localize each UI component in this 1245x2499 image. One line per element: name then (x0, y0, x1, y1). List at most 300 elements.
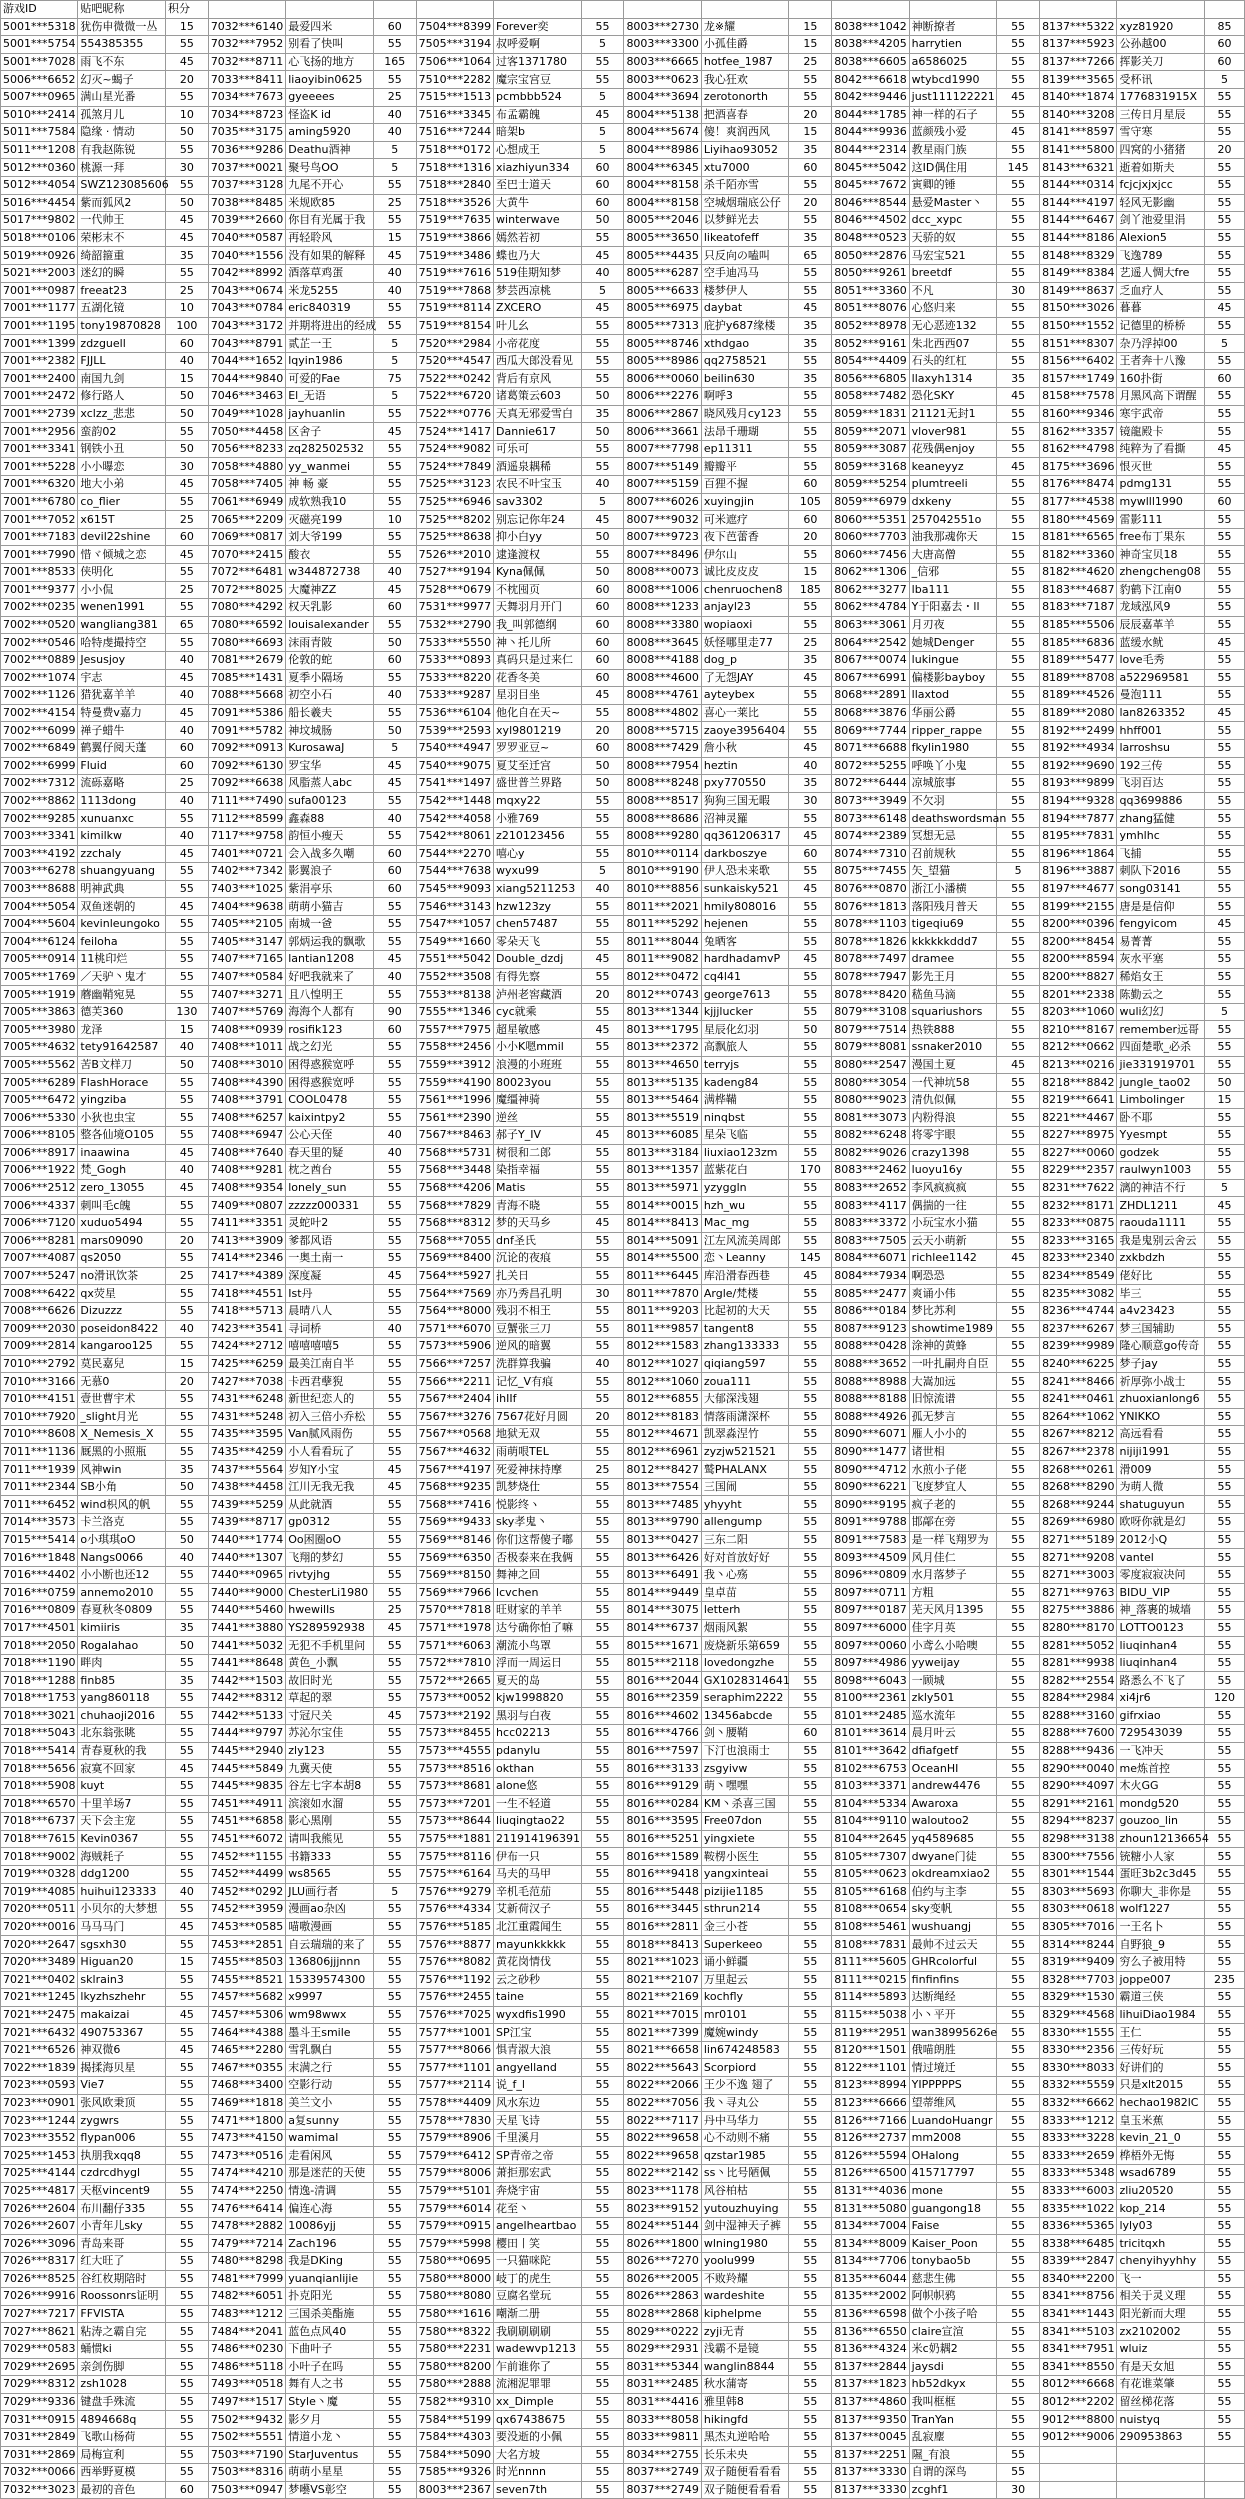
game-id-cell: 8014***9449 (624, 1584, 701, 1602)
nickname-cell: 王仁 (1117, 2024, 1205, 2042)
nickname-cell: LuandoHuangr (909, 2112, 997, 2130)
table-row (1, 388, 1245, 406)
nickname-cell: free布丁果东 (1117, 528, 1205, 546)
game-id-cell: 8007***9032 (624, 511, 701, 529)
game-id-cell: 7580***8200 (416, 2358, 493, 2376)
score-cell: 55 (373, 1584, 416, 1602)
score-cell: 55 (997, 1531, 1040, 1549)
nickname-cell: 大郁深浅翅 (701, 1390, 789, 1408)
table-row (1, 229, 1245, 247)
score-cell: 55 (166, 1707, 209, 1725)
nickname-cell: 执朋我xqq8 (78, 2147, 166, 2165)
game-id-cell: 7585***9326 (416, 2464, 493, 2482)
nickname-cell: 记德里的桥桥 (1117, 317, 1205, 335)
score-cell: 60 (1205, 53, 1245, 71)
nickname-cell: fcjcjxjxjcc (1117, 176, 1205, 194)
game-id-cell: 7022***1839 (1, 2059, 78, 2077)
game-id-cell: 7072***8025 (208, 581, 285, 599)
game-id-cell: 7440***0965 (208, 1566, 285, 1584)
score-cell: 55 (581, 2270, 624, 2288)
nickname-cell: 五湖化镜 (78, 300, 166, 318)
score-cell: 55 (166, 1654, 209, 1672)
score-cell: 55 (789, 1285, 832, 1303)
nickname-cell: ep11311 (701, 440, 789, 458)
score-cell: 55 (997, 634, 1040, 652)
nickname-cell: 可爱的Fae (286, 370, 374, 388)
table-row (1, 1144, 1245, 1162)
table-row (1, 1953, 1245, 1971)
nickname-cell: 可乐可 (494, 440, 582, 458)
score-cell: 55 (1205, 1390, 1245, 1408)
score-cell: 55 (581, 2305, 624, 2323)
nickname-cell: KurosawaJ (286, 739, 374, 757)
table-row (1, 247, 1245, 265)
nickname-cell: 211914196391 (494, 1830, 582, 1848)
game-id-cell: 8060***7703 (832, 528, 909, 546)
nickname-cell: wlning1980 (701, 2235, 789, 2253)
game-id-cell: 8101***3614 (832, 1725, 909, 1743)
table-row (1, 1654, 1245, 1672)
nickname-cell: 困得惑猴宽呼 (286, 1056, 374, 1074)
score-cell: 55 (1205, 1496, 1245, 1514)
game-id-cell: 7584***5199 (416, 2411, 493, 2429)
score-cell: 55 (789, 1179, 832, 1197)
game-id-cell: 7441***5032 (208, 1637, 285, 1655)
game-id-cell: 8203***1060 (1040, 1003, 1117, 1021)
game-id-cell: 8067***6991 (832, 669, 909, 687)
nickname-cell: 浙江小潘横 (909, 880, 997, 898)
game-id-cell: 7058***4880 (208, 458, 285, 476)
score-cell: 55 (166, 2077, 209, 2095)
game-id-cell: 7408***9354 (208, 1179, 285, 1197)
score-cell: 55 (373, 1109, 416, 1127)
nickname-cell: ／天驴丶鬼才 (78, 968, 166, 986)
nickname-cell: 蓝紫花白 (701, 1162, 789, 1180)
game-id-cell: 8111***0215 (832, 1971, 909, 1989)
game-id-cell: 8108***5461 (832, 1918, 909, 1936)
game-id-cell: 8083***2652 (832, 1179, 909, 1197)
nickname-cell: 一王名卜 (1117, 1918, 1205, 1936)
nickname-cell: 天星飞诗 (494, 2112, 582, 2130)
score-cell: 50 (166, 194, 209, 212)
score-cell: 55 (581, 2094, 624, 2112)
score-cell: 55 (166, 1074, 209, 1092)
game-id-cell: 7522***6720 (416, 388, 493, 406)
game-id-cell: 7018***6737 (1, 1813, 78, 1831)
nickname-cell: 舞有人之书 (286, 2376, 374, 2394)
game-id-cell: 8233***2340 (1040, 1250, 1117, 1268)
game-id-cell: 8016***5448 (624, 1883, 701, 1901)
nickname-cell: wtybcd1990 (909, 71, 997, 89)
nickname-cell: 无慕0 (78, 1373, 166, 1391)
nickname-cell: 月黑风高下谓醒 (1117, 388, 1205, 406)
table-row (1, 1742, 1245, 1760)
nickname-cell: 巡水流年 (909, 1707, 997, 1725)
score-cell: 55 (1205, 1514, 1245, 1532)
table-row (1, 880, 1245, 898)
score-cell: 55 (997, 1707, 1040, 1725)
score-cell: 55 (166, 1091, 209, 1109)
score-cell: 45 (373, 423, 416, 441)
nickname-cell: 天真无邪爱雪白 (494, 405, 582, 423)
game-id-cell: 8083***4117 (832, 1197, 909, 1215)
nickname-cell: 鑫森88 (286, 810, 374, 828)
score-cell: 55 (789, 1936, 832, 1954)
nickname-cell: 望蒂维风 (909, 2094, 997, 2112)
score-cell: 55 (789, 810, 832, 828)
game-id-cell: 8212***0662 (1040, 1039, 1117, 1057)
nickname-cell: 梦比苏利 (909, 1302, 997, 1320)
table-row (1, 194, 1245, 212)
table-row (1, 2393, 1245, 2411)
nickname-cell: cyc就乘 (494, 1003, 582, 1021)
score-cell: 55 (166, 1901, 209, 1919)
score-cell: 55 (789, 1514, 832, 1532)
game-id-cell: 7524***7849 (416, 458, 493, 476)
score-cell: 55 (166, 564, 209, 582)
score-cell: 55 (1205, 2376, 1245, 2394)
score-cell: 60 (789, 845, 832, 863)
nickname-cell: x615T (78, 511, 166, 529)
score-cell: 55 (581, 352, 624, 370)
nickname-cell: 会入战多久嘲 (286, 845, 374, 863)
score-cell: 55 (166, 2200, 209, 2218)
score-cell: 25 (373, 194, 416, 212)
game-id-cell: 8078***7947 (832, 968, 909, 986)
nickname-cell: 小小K嗯mmil (494, 1039, 582, 1057)
score-cell: 55 (581, 2376, 624, 2394)
table-row (1, 1971, 1245, 1989)
header-cell (208, 1, 285, 19)
game-id-cell: 7011***6452 (1, 1496, 78, 1514)
game-id-cell: 7503***0947 (208, 2481, 285, 2499)
score-cell: 50 (581, 212, 624, 230)
nickname-cell: 叔呼爱啊 (494, 36, 582, 54)
nickname-cell: 有花谁菜肇 (1117, 2376, 1205, 2394)
nickname-cell: 萧拒那宏武 (494, 2165, 582, 2183)
score-cell: 55 (997, 1003, 1040, 1021)
nickname-cell: z210123456 (494, 827, 582, 845)
score-cell: 55 (581, 1144, 624, 1162)
game-id-cell: 7510***2282 (416, 71, 493, 89)
game-id-cell: 8126***5594 (832, 2147, 909, 2165)
score-cell: 55 (997, 845, 1040, 863)
game-id-cell: 7019***4085 (1, 1883, 78, 1901)
game-id-cell: 8023***9152 (624, 2200, 701, 2218)
nickname-cell: 战之幻光 (286, 1039, 374, 1057)
nickname-cell: 书籍333 (286, 1848, 374, 1866)
score-cell: 55 (997, 71, 1040, 89)
nickname-cell: kiphelpme (701, 2305, 789, 2323)
nickname-cell: 瓣瓣平 (701, 458, 789, 476)
nickname-cell: beilin630 (701, 370, 789, 388)
score-cell: 55 (789, 405, 832, 423)
score-cell: 55 (789, 1232, 832, 1250)
game-id-cell: 5011***1208 (1, 141, 78, 159)
score-cell: 55 (581, 1865, 624, 1883)
score-cell: 5 (581, 493, 624, 511)
nickname-cell: 爽诵小伟 (909, 1285, 997, 1303)
score-cell: 55 (1205, 2006, 1245, 2024)
game-id-cell: 8105***0623 (832, 1865, 909, 1883)
score-cell: 55 (581, 2112, 624, 2130)
game-id-cell: 7519***7616 (416, 264, 493, 282)
score-cell: 55 (997, 212, 1040, 230)
nickname-cell: Double_dzdj (494, 951, 582, 969)
score-cell: 55 (581, 71, 624, 89)
game-id-cell: 8011***2021 (624, 898, 701, 916)
game-id-cell: 7438***4458 (208, 1478, 285, 1496)
score-cell: 55 (997, 141, 1040, 159)
game-id-cell: 7580***1616 (416, 2305, 493, 2323)
game-id-cell: 7558***2456 (416, 1039, 493, 1057)
header-cell (373, 1, 416, 19)
nickname-cell: llaxyh1314 (909, 370, 997, 388)
score-cell: 55 (166, 2270, 209, 2288)
game-id-cell: 7442***1503 (208, 1672, 285, 1690)
game-id-cell: 8303***5693 (1040, 1883, 1117, 1901)
score-cell: 55 (789, 2147, 832, 2165)
nickname-cell: LOTTO0123 (1117, 1619, 1205, 1637)
game-id-cell: 7573***5906 (416, 1338, 493, 1356)
score-cell: 50 (166, 405, 209, 423)
nickname-cell: hwewills (286, 1602, 374, 1620)
game-id-cell: 7007***4087 (1, 1250, 78, 1268)
score-cell: 55 (581, 827, 624, 845)
game-id-cell: 7567***2404 (416, 1390, 493, 1408)
score-cell: 15 (997, 528, 1040, 546)
table-row (1, 2376, 1245, 2394)
game-id-cell: 8045***5042 (832, 159, 909, 177)
game-id-cell: 8330***1555 (1040, 2024, 1117, 2042)
score-cell: 55 (1205, 581, 1245, 599)
nickname-cell: 最美江南自半 (286, 1355, 374, 1373)
game-id-cell: 8011***8044 (624, 933, 701, 951)
header-cell (286, 1, 374, 19)
header-cell (997, 1, 1040, 19)
nickname-cell: plumtreeli (909, 476, 997, 494)
score-cell: 55 (373, 704, 416, 722)
nickname-cell: rivtyjhg (286, 1566, 374, 1584)
table-row (1, 933, 1245, 951)
score-cell: 55 (581, 18, 624, 36)
game-id-cell: 8038***6605 (832, 53, 909, 71)
nickname-cell: qq3699886 (1117, 792, 1205, 810)
score-cell: 55 (997, 2393, 1040, 2411)
score-cell: 55 (166, 2129, 209, 2147)
nickname-cell: 晨月叶云 (909, 1725, 997, 1743)
score-cell: 60 (1205, 36, 1245, 54)
nickname-cell: breetdf (909, 264, 997, 282)
table-row (1, 1936, 1245, 1954)
nickname-cell: yingziba (78, 1091, 166, 1109)
nickname-cell: 兔晒客 (701, 933, 789, 951)
nickname-cell: 隐缘 · 情动 (78, 124, 166, 142)
score-cell: 40 (373, 1144, 416, 1162)
game-id-cell: 7402***7342 (208, 863, 285, 881)
nickname-cell: wopiaoxi (701, 616, 789, 634)
score-cell: 55 (166, 2464, 209, 2482)
score-cell: 55 (166, 1690, 209, 1708)
score-cell: 55 (997, 405, 1040, 423)
nickname-cell: yutouzhuying (701, 2200, 789, 2218)
game-id-cell: 8059***3087 (832, 440, 909, 458)
score-cell: 55 (166, 2059, 209, 2077)
game-id-cell: 8080***2547 (832, 1056, 909, 1074)
nickname-cell: Liyihao93052 (701, 141, 789, 159)
nickname-cell: _信邪 (909, 564, 997, 582)
score-cell: 55 (1205, 2428, 1245, 2446)
nickname-cell: 将零宇眼 (909, 1127, 997, 1145)
score-cell: 90 (373, 1003, 416, 1021)
game-id-cell: 8012***1583 (624, 1338, 701, 1356)
game-id-cell: 7091***5782 (208, 722, 285, 740)
nickname-cell: 墨斗王smile (286, 2024, 374, 2042)
game-id-cell: 8329***4568 (1040, 2006, 1117, 2024)
score-cell: 55 (373, 2200, 416, 2218)
nickname-cell: yy_wanmei (286, 458, 374, 476)
game-id-cell: 8241***0461 (1040, 1390, 1117, 1408)
score-cell: 50 (373, 634, 416, 652)
score-cell: 55 (997, 2041, 1040, 2059)
game-id-cell: 8105***7307 (832, 1848, 909, 1866)
game-id-cell: 7424***2712 (208, 1338, 285, 1356)
score-cell: 55 (166, 1813, 209, 1831)
game-id-cell: 7408***3791 (208, 1091, 285, 1109)
nickname-cell: jie331919701 (1117, 1056, 1205, 1074)
nickname-cell: yuanqianlijie (286, 2270, 374, 2288)
nickname-cell: mywlll1990 (1117, 493, 1205, 511)
score-cell: 55 (789, 1056, 832, 1074)
score-cell: 35 (166, 247, 209, 265)
score-cell: 55 (373, 1355, 416, 1373)
nickname-cell: hcc02213 (494, 1725, 582, 1743)
nickname-cell: wyxdfis1990 (494, 2006, 582, 2024)
nickname-cell: 滑009 (1117, 1461, 1205, 1479)
table-row (1, 1566, 1245, 1584)
table-row (1, 546, 1245, 564)
game-id-cell: 7482***6051 (208, 2288, 285, 2306)
nickname-cell: dcc_xypc (909, 212, 997, 230)
score-cell: 60 (373, 1021, 416, 1039)
nickname-cell: tety91642587 (78, 1039, 166, 1057)
game-id-cell: 8045***7672 (832, 176, 909, 194)
score-cell: 55 (581, 546, 624, 564)
score-cell: 55 (166, 1777, 209, 1795)
game-id-cell: 8016***5251 (624, 1830, 701, 1848)
nickname-cell: 皇卓苗 (701, 1584, 789, 1602)
score-cell: 55 (581, 2077, 624, 2095)
nickname-cell: 风谷柏枯 (701, 2182, 789, 2200)
nickname-cell: 霸道三侠 (1117, 1989, 1205, 2007)
game-id-cell: 7418***5713 (208, 1302, 285, 1320)
score-cell: 55 (789, 704, 832, 722)
nickname-cell: nijiji1991 (1117, 1443, 1205, 1461)
score-cell: 55 (1205, 317, 1245, 335)
nickname-cell: zcghf1 (909, 2481, 997, 2499)
score-cell (1205, 2446, 1245, 2464)
score-cell: 55 (373, 1285, 416, 1303)
nickname-cell: 一顾城 (909, 1672, 997, 1690)
game-id-cell: 7444***9797 (208, 1725, 285, 1743)
score-cell: 55 (997, 2340, 1040, 2358)
game-id-cell: 8111***5605 (832, 1953, 909, 1971)
game-id-cell: 7525***6946 (416, 493, 493, 511)
nickname-cell: 浪漫的小班班 (494, 1056, 582, 1074)
table-row (1, 863, 1245, 881)
game-id-cell: 8013***6491 (624, 1566, 701, 1584)
score-cell: 55 (581, 1971, 624, 1989)
score-cell: 55 (1205, 986, 1245, 1004)
game-id-cell: 8134***8009 (832, 2235, 909, 2253)
nickname-cell: 一叶扎嗣舟自臣 (909, 1355, 997, 1373)
score-cell: 55 (997, 880, 1040, 898)
score-cell: 55 (997, 1021, 1040, 1039)
game-id-cell: 7018***5656 (1, 1760, 78, 1778)
nickname-cell: 夜下芭蕾香 (701, 528, 789, 546)
game-id-cell: 8126***7166 (832, 2112, 909, 2130)
nickname-cell: 灵蛇叶2 (286, 1214, 374, 1232)
table-row (1, 1074, 1245, 1092)
game-id-cell: 7524***1417 (416, 423, 493, 441)
game-id-cell: 7081***2679 (208, 651, 285, 669)
game-id-cell: 8007***8496 (624, 546, 701, 564)
score-cell: 45 (166, 212, 209, 230)
score-cell: 55 (997, 1848, 1040, 1866)
game-id-cell: 5007***0965 (1, 88, 78, 106)
header-cell (789, 1, 832, 19)
nickname-cell: chenruochen8 (701, 581, 789, 599)
game-id-cell: 8026***2863 (624, 2288, 701, 2306)
score-cell: 55 (1205, 1267, 1245, 1285)
nickname-cell: 李风疯疯疯 (909, 1179, 997, 1197)
game-id-cell: 7020***2647 (1, 1936, 78, 1954)
score-cell: 55 (997, 1901, 1040, 1919)
score-cell: 55 (166, 1971, 209, 1989)
nickname-cell: llaxtod (909, 687, 997, 705)
score-cell: 55 (373, 915, 416, 933)
score-cell: 55 (581, 2200, 624, 2218)
game-id-cell: 8073***3949 (832, 792, 909, 810)
nickname-cell: 油我那魂你天 (909, 528, 997, 546)
game-id-cell: 7409***0807 (208, 1197, 285, 1215)
game-id-cell: 8240***6225 (1040, 1355, 1117, 1373)
game-id-cell: 7555***1346 (416, 1003, 493, 1021)
score-cell: 55 (581, 1566, 624, 1584)
game-id-cell: 8156***6402 (1040, 352, 1117, 370)
score-cell: 55 (1205, 282, 1245, 300)
nickname-cell: 80023you (494, 1074, 582, 1092)
game-id-cell: 8137***2251 (832, 2446, 909, 2464)
game-id-cell: 7039***2660 (208, 212, 285, 230)
score-cell: 55 (581, 968, 624, 986)
nickname-cell: wuli幻幻 (1117, 1003, 1205, 1021)
game-id-cell: 7437***5564 (208, 1461, 285, 1479)
game-id-cell: 8137***3330 (832, 2481, 909, 2499)
game-id-cell: 8058***7482 (832, 388, 909, 406)
score-cell: 50 (166, 1056, 209, 1074)
score-cell: 55 (1205, 264, 1245, 282)
score-cell: 5 (1205, 71, 1245, 89)
game-id-cell: 7001***2956 (1, 423, 78, 441)
game-id-cell: 8282***2554 (1040, 1672, 1117, 1690)
game-id-cell: 7579***0915 (416, 2217, 493, 2235)
nickname-cell: Kevin0367 (78, 1830, 166, 1848)
game-id-cell: 7417***4389 (208, 1267, 285, 1285)
header-cell (581, 1, 624, 19)
nickname-cell: Matis (494, 1179, 582, 1197)
score-cell: 55 (789, 915, 832, 933)
